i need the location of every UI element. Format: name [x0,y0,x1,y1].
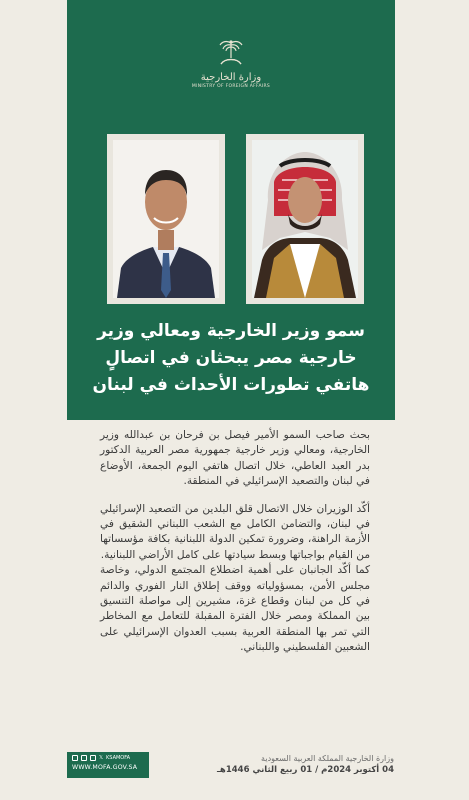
social-links [72,755,144,761]
photo-egyptian-minister [107,134,225,304]
article-paragraph-1: بحث صاحب السمو الأمير فيصل بن فرحان بن عبدالله وزير الخارجية، ومعالي وزير خارجية جمهورية مصر العربية الدكتور بدر العبد العاطي، خلال اتصال هاتفي اليوم الجمعة، الأوضاع في لبنان والتصعيد الإسرائيلي في المنطقة. [100,429,370,488]
article-paragraph-2: أكّد الوزيران خلال الاتصال قلق البلدين من التصعيد الإسرائيلي في لبنان، والتضامن الكامل مع الشعب اللبناني الشقيق في الأزمة الراهنة، وضرورة تمكين الدولة اللبنانية بكافة مؤسساتها من القيام بواجباتها وبسط سيادتها على كامل الأراضي اللبنانية. [100,502,370,561]
palm-swords-emblem-icon [214,36,248,70]
instagram-icon[interactable] [90,755,96,761]
footer-date: 04 أكتوبر 2024م / 01 ربيع الثاني 1446هـ [217,765,394,775]
ministry-name-arabic: وزارة الخارجية [200,72,262,83]
article-body [100,428,370,668]
headline [67,318,395,399]
youtube-icon[interactable] [72,755,78,761]
footer-attribution [217,754,394,775]
website-link[interactable]: WWW.MOFA.GOV.SA [72,764,138,771]
headline-line-1: سمو وزير الخارجية ومعالي وزير [97,321,365,341]
social-footer [67,752,149,778]
portrait-egyptian-minister [113,140,219,298]
headline-line-3: هاتفي تطورات الأحداث في لبنان [92,375,370,395]
social-handle: KSAMOFA [106,755,131,761]
portrait-saudi-minister [252,140,358,298]
headline-line-2: خارجية مصر يبحثان في اتصالٍ [105,348,357,368]
ministry-logo [67,36,395,89]
footer-ministry-name: وزارة الخارجية المملكة العربية السعودية [261,754,394,763]
article-paragraph-3: كما أكّد الجانبان على أهمية اضطلاع المجتمع الدولي، وخاصة مجلس الأمن، بمسؤولياته ووقف إطلاق النار الفوري والدائم في كل من لبنان وقطاع غزة، مشيرين إلى مواصلة التنسيق بين المملكة ومصر خلال الفترة المقبلة للتعامل مع المخاطر التي تمر بها المنطقة العربية بسبب العدوان الإسرائيلي على الشعبين الفلسطيني واللبناني. [100,564,370,654]
facebook-icon[interactable] [81,755,87,761]
x-icon[interactable]: 𝕏 [99,755,104,761]
photo-saudi-minister [246,134,364,304]
ministry-name-english: MINISTRY OF FOREIGN AFFAIRS [191,84,271,89]
